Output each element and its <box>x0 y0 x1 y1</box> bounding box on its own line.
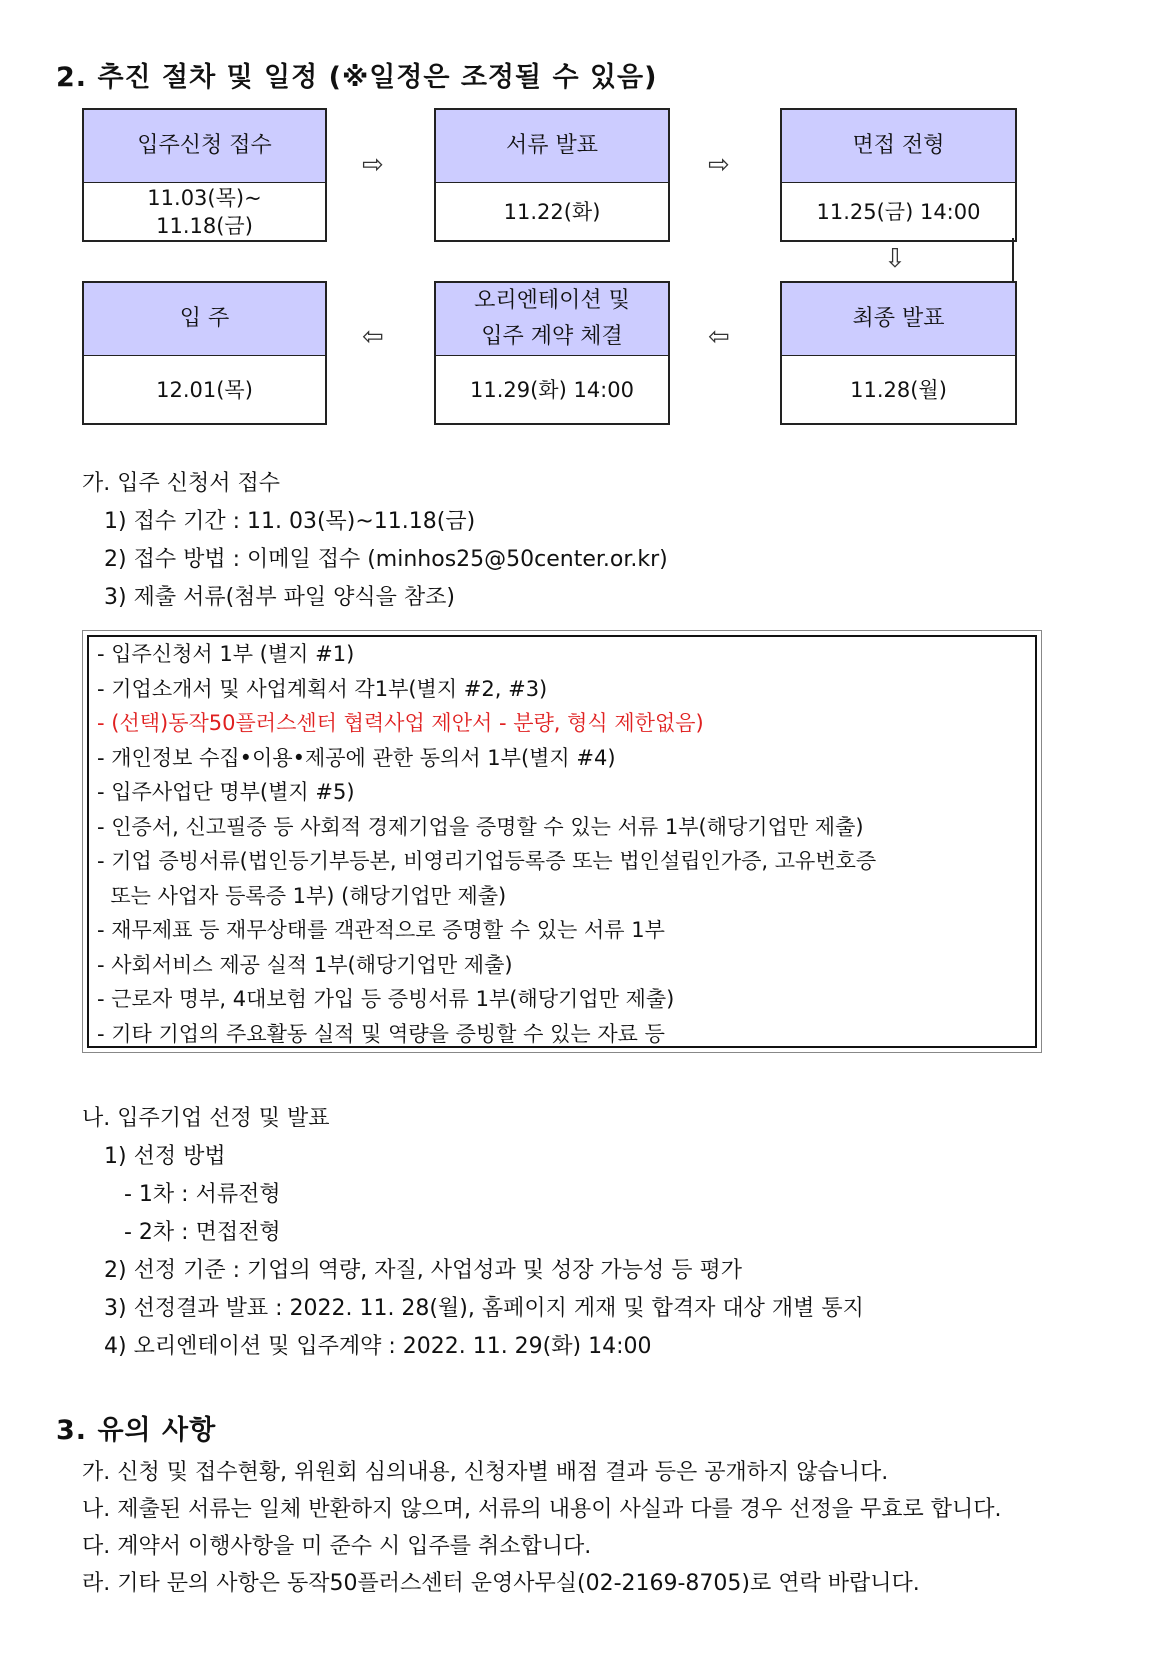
list-item: - 인증서, 신고필증 등 사회적 경제기업을 증명할 수 있는 서류 1부(해당기업만 제출) <box>97 814 864 839</box>
list-item: - 입주신청서 1부 (별지 #1) <box>97 642 355 666</box>
notice-line: 가. 신청 및 접수현황, 위원회 심의내용, 신청자별 배점 결과 등은 공개하지 않습니다. <box>82 1460 889 1485</box>
text-line: 4) 오리엔테이션 및 입주계약 : 2022. 11. 29(화) 14:00 <box>104 1334 652 1359</box>
arrow-left-icon: ⇦ <box>708 322 730 352</box>
step-document-result <box>434 108 670 242</box>
step-date: 11.22(화) <box>503 199 601 224</box>
step-date: 12.01(목) <box>156 377 253 402</box>
step-title: 입 주 <box>84 283 325 356</box>
list-item: - 기업 증빙서류(법인등기부등본, 비영리기업등록증 또는 법인설립인가증, 고유번호증 <box>97 849 877 873</box>
notice-line: 나. 제출된 서류는 일체 반환하지 않으며, 서류의 내용이 사실과 다를 경우 선정을 무효로 합니다. <box>82 1497 1002 1522</box>
text-line: - 1차 : 서류전형 <box>124 1182 281 1207</box>
text-line: 3) 제출 서류(첨부 파일 양식을 참조) <box>104 585 455 610</box>
arrow-right-icon: ⇨ <box>708 150 730 180</box>
step-interview <box>780 108 1017 242</box>
step-application <box>82 108 327 242</box>
arrow-left-icon: ⇦ <box>362 322 384 352</box>
list-item: - 사회서비스 제공 실적 1부(해당기업만 제출) <box>97 952 513 977</box>
list-item: - 근로자 명부, 4대보험 가입 등 증빙서류 1부(해당기업만 제출) <box>97 987 675 1011</box>
text-line: 1) 접수 기간 : 11. 03(목)~11.18(금) <box>104 509 476 534</box>
required-documents-box <box>82 630 1042 1053</box>
step-date: 11.29(화) 14:00 <box>470 377 634 402</box>
step-date: 11.25(금) 14:00 <box>816 199 981 224</box>
step-final-result <box>780 281 1017 425</box>
section-2-title: 2. 추진 절차 및 일정 (※일정은 조정될 수 있음) <box>56 62 658 93</box>
notice-line: 라. 기타 문의 사항은 동작50플러스센터 운영사무실(02-2169-8705)로 연락 바랍니다. <box>82 1571 920 1596</box>
step-title: 최종 발표 <box>782 283 1015 356</box>
list-item: 또는 사업자 등록증 1부) (해당기업만 제출) <box>97 883 507 908</box>
text-line: 3) 선정결과 발표 : 2022. 11. 28(월), 홈페이지 게재 및 합격자 대상 개별 통지 <box>104 1296 864 1321</box>
subsection-heading: 가. 입주 신청서 접수 <box>82 471 280 496</box>
arrow-down-icon: ⇩ <box>884 244 906 274</box>
list-item: - 재무제표 등 재무상태를 객관적으로 증명할 수 있는 서류 1부 <box>97 918 665 942</box>
section-3-title: 3. 유의 사항 <box>56 1415 217 1446</box>
list-item: - 개인정보 수집•이용•제공에 관한 동의서 1부(별지 #4) <box>97 745 616 770</box>
step-title: 면접 전형 <box>782 110 1015 183</box>
text-line: - 2차 : 면접전형 <box>124 1220 281 1245</box>
list-item-optional: - (선택)동작50플러스센터 협력사업 제안서 - 분량, 형식 제한없음) <box>97 711 704 735</box>
step-orientation <box>434 281 670 425</box>
subsection-heading: 나. 입주기업 선정 및 발표 <box>82 1106 330 1131</box>
text-line: 2) 선정 기준 : 기업의 역량, 자질, 사업성과 및 성장 가능성 등 평가 <box>104 1258 742 1283</box>
arrow-right-icon: ⇨ <box>362 150 384 180</box>
list-item: - 기타 기업의 주요활동 실적 및 역량을 증빙할 수 있는 자료 등 <box>97 1021 665 1046</box>
notice-line: 다. 계약서 이행사항을 미 준수 시 입주를 취소합니다. <box>82 1534 592 1559</box>
step-date: 11.03(목)~ 11.18(금) <box>147 185 262 238</box>
connector-line <box>1012 238 1014 282</box>
list-item: - 입주사업단 명부(별지 #5) <box>97 780 355 804</box>
step-title: 서류 발표 <box>436 110 668 183</box>
step-title: 입주신청 접수 <box>84 110 325 183</box>
step-move-in <box>82 281 327 425</box>
step-title: 오리엔테이션 및 입주 계약 체결 <box>436 283 668 356</box>
text-line: 1) 선정 방법 <box>104 1144 226 1169</box>
text-line: 2) 접수 방법 : 이메일 접수 (minhos25@50center.or.kr) <box>104 547 668 572</box>
list-item: - 기업소개서 및 사업계획서 각1부(별지 #2, #3) <box>97 676 548 701</box>
step-date: 11.28(월) <box>850 377 947 402</box>
